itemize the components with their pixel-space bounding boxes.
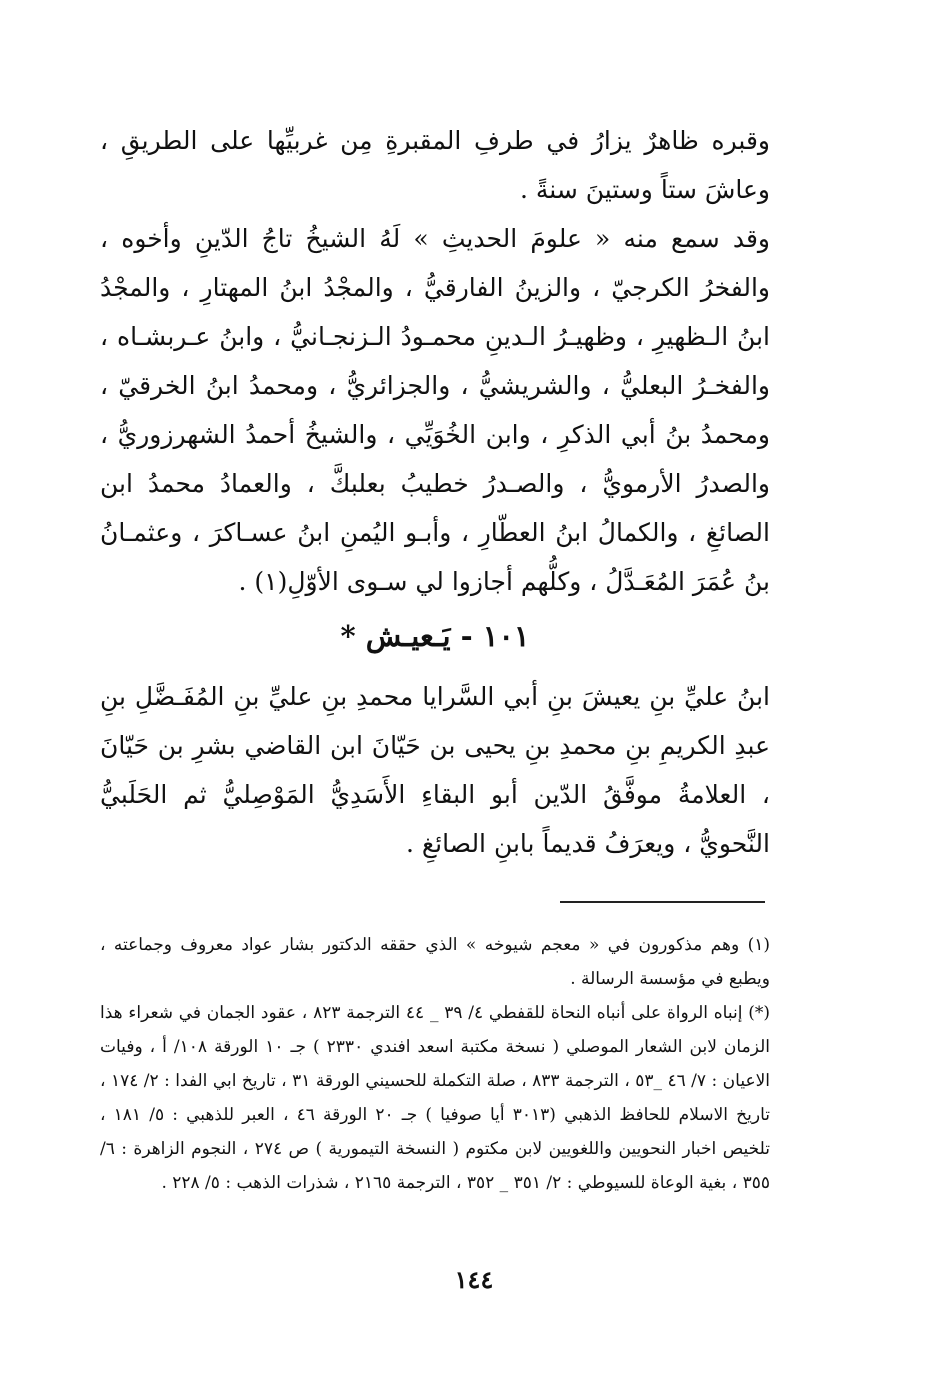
page-number: ١٤٤ (454, 1265, 494, 1294)
paragraph-burial: وقبره ظاهرٌ يزارُ في طرفِ المقبرةِ مِن غربيِّها على الطريقِ ، وعاشَ ستاً وستينَ سنةً . (100, 126, 770, 204)
paragraph-biography: ابنُ عليِّ بنِ يعيشَ بنِ أبي السَّرايا محمدِ بنِ عليِّ بنِ المُفَـضَّلِ بنِ عبدِ الكريمِ بنِ محمدِ بنِ يحيى بن حَيّانَ ابن القاضي بشرِ بن حَيّانَ ، العلامةُ موفَّقُ الدّين أبو البقاءِ الأَسَدِيُّ المَوْصِليُّ ثم الحَلَبيُّ النَّحويُّ ، ويعرَفُ قديماً بابنِ الصائغِ . (100, 682, 770, 858)
footnote-sources: (*) إنباه الرواة على أنباه النحاة للقفطي ٤/ ٣٩ _ ٤٤ الترجمة ٨٢٣ ، عقود الجمان في شعراء هذا الزمان لابن الشعار الموصلي ( نسخة مكتبة اسعد افندي ٢٣٣٠ ) جـ ١٠ الورقة ١٠٨/ أ ، وفيات الاعيان : ٧/ ٤٦ _٥٣ ، الترجمة ٨٣٣ ، صلة التكملة للحسيني الورقة ٣١ ، تاريخ ابي الفدا : ٢/ ١٧٤ ، تاريخ الاسلام للحافظ الذهبي (٣٠١٣ أيا صوفيا ) جـ ٢٠ الورقة ٤٦ ، العبر للذهبي : ٥/ ١٨١ ، تلخيص اخبار النحويين واللغويين لابن مكتوم ( النسخة التيمورية ) ص ٢٧٤ ، النجوم الزاهرة : ٦/ ٣٥٥ ، بغية الوعاة للسيوطي : ٢/ ٣٥١ _ ٣٥٢ ، الترجمة ٢١٦٥ ، شذرات الذهب : ٥/ ٢٢٨ . (100, 1003, 771, 1193)
entry-heading: ١٠١ - يَـعيـش * (340, 619, 530, 653)
footnote-1: (١) وهم مذكورون في « معجم شيوخه » الذي حققه الدكتور بشار عواد معروف وجماعته ، ويطبع في مؤسسة الرسالة . (100, 935, 771, 989)
paragraph-teachers: وقد سمع منه « علومَ الحديثِ » لَهُ الشيخُ تاجُ الدّينِ وأخوه ، والفخرُ الكرجيّ ، والزينُ الفارقيُّ ، والمجْدُ ابنُ المهتارِ ، والمجْدُ ابنُ الـظهيرِ ، وظهيـرُ الـدينِ محمـودُ الـزنجـانيُّ ، وابنُ عـربشـاه ، والفخـرُ البعليُّ ، والشريشيُّ ، والجزائريُّ ، ومحمدُ ابنُ الخرقيّ ، ومحمدُ بنُ أبي الذكرِ ، وابن الخُوَيِّي ، والشيخُ أحمدُ الشهرزوريُّ ، والصدرُ الأرمويُّ ، والصـدرُ خطيبُ بعلبكَّ ، والعمادُ محمدُ ابن الصائغِ ، والكمالُ ابنُ العطّارِ ، وأبـو اليُمنِ ابنُ عسـاكرَ ، وعثمـانُ بنُ عُمَرَ المُعَـدَّلُ ، وكلُّهم أجازوا لي سـوى الأوّلِ(١) . (100, 224, 770, 596)
footnote-divider (560, 901, 765, 903)
footnotes-section (100, 928, 770, 1200)
